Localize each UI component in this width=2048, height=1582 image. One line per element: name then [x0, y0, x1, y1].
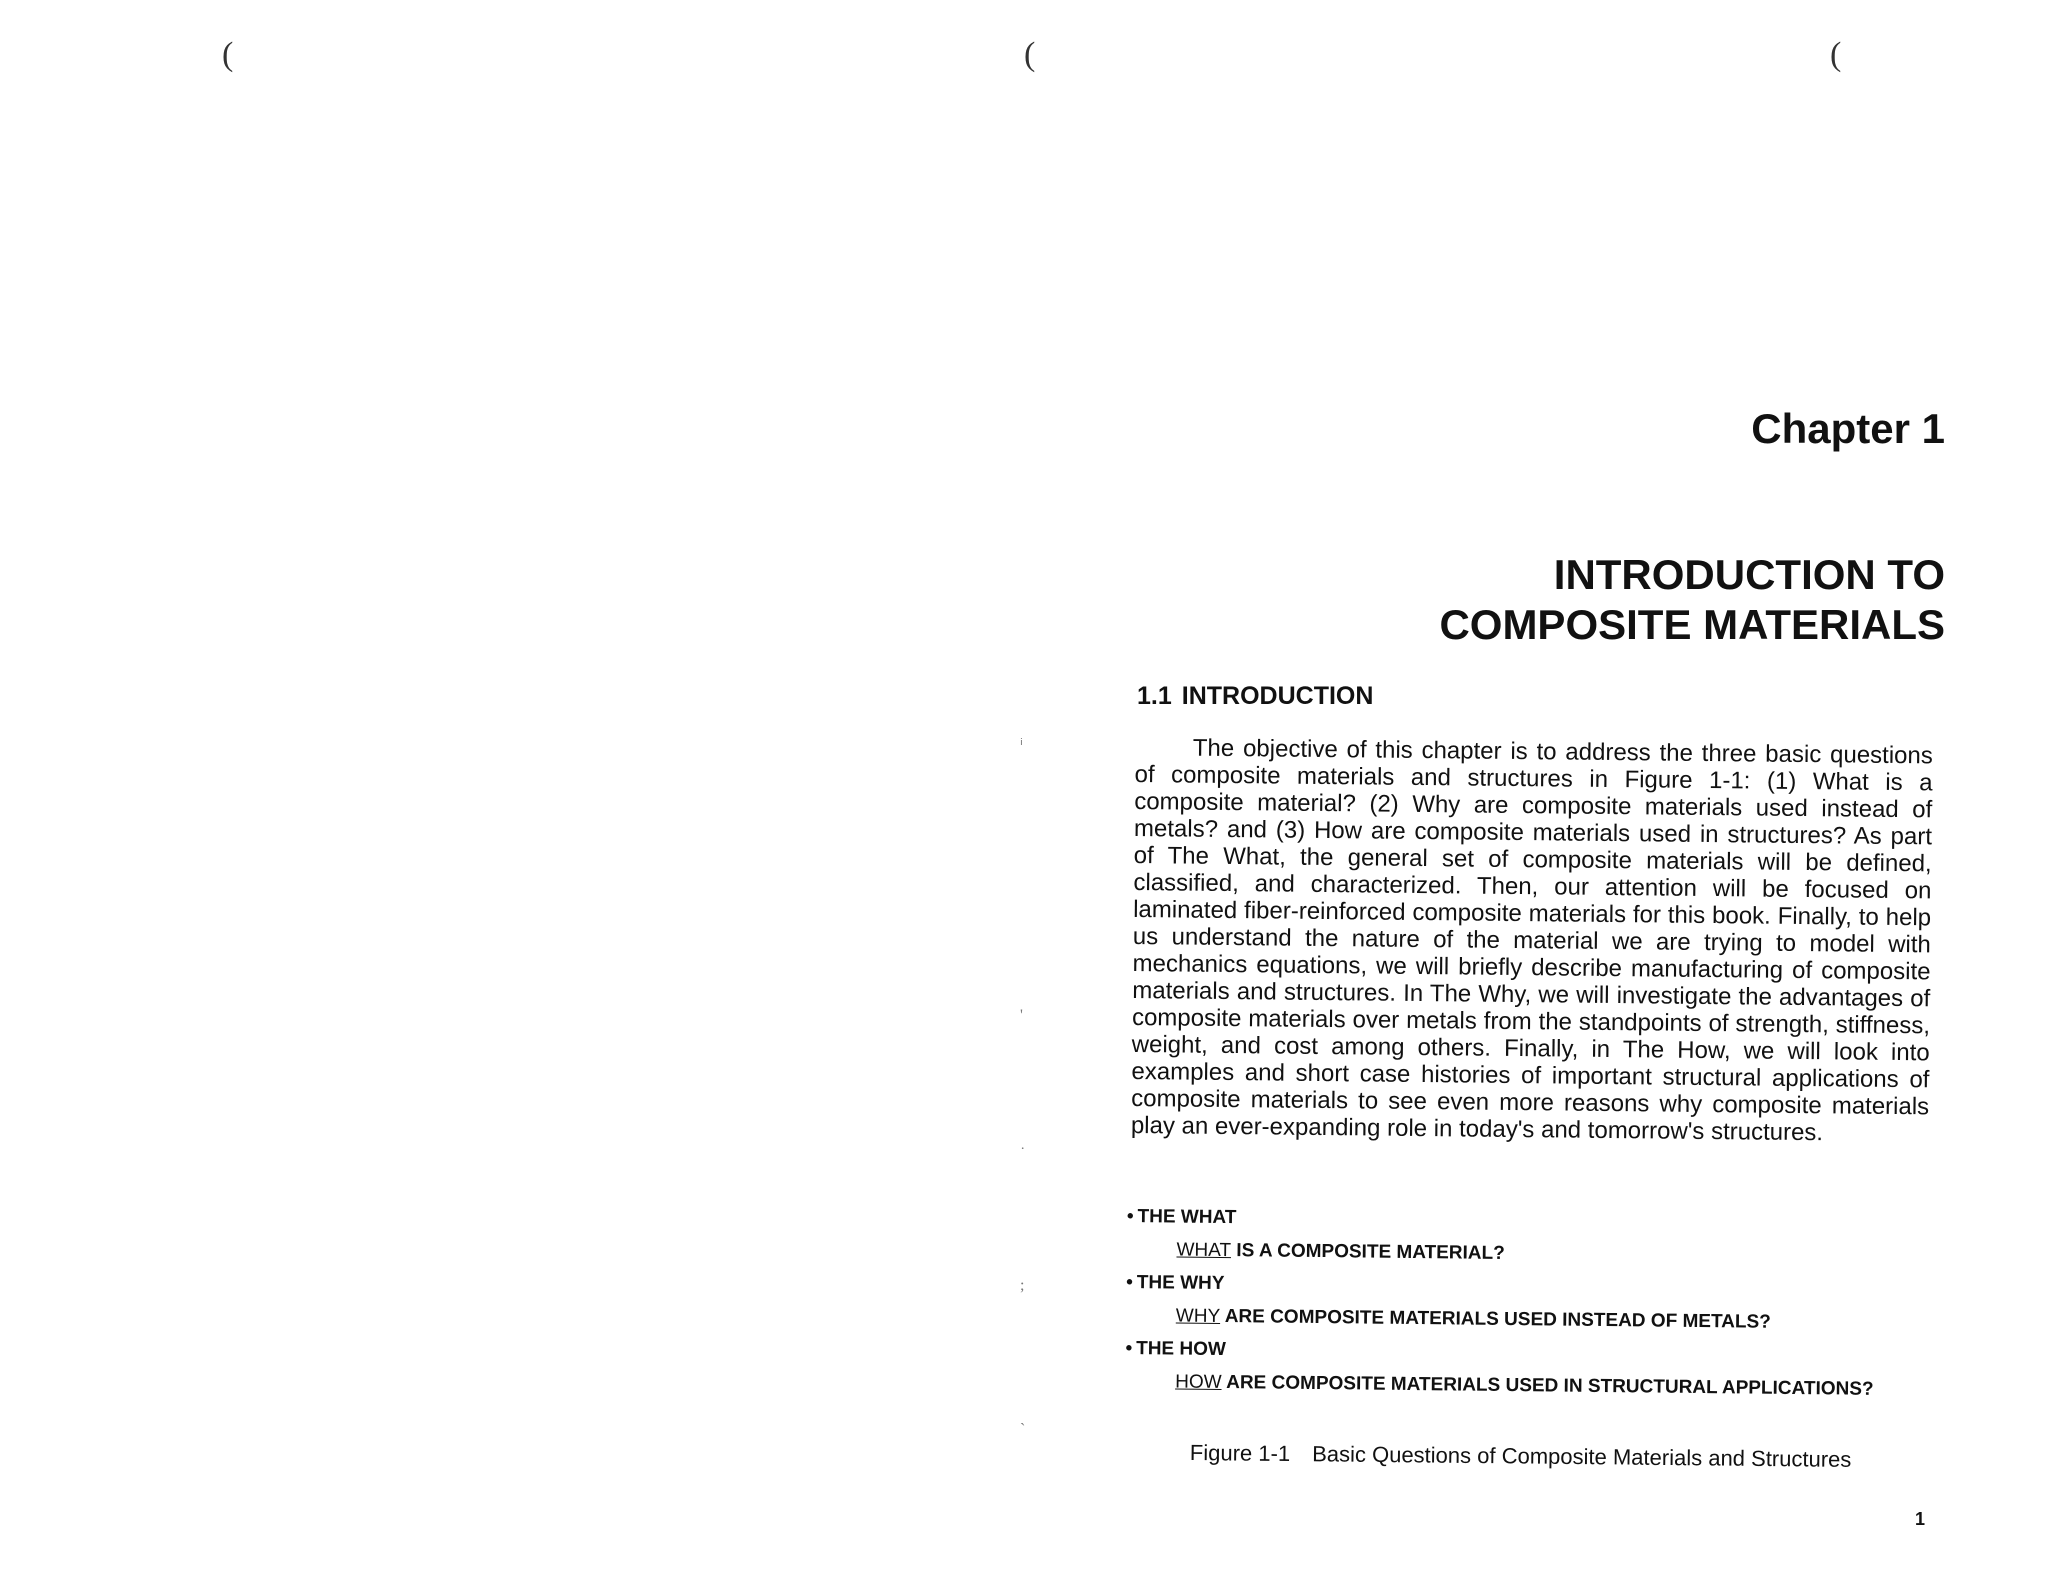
chapter-title-line-1: INTRODUCTION TO — [1553, 551, 1945, 598]
figure-caption — [1190, 1440, 1852, 1473]
question-item-why — [1126, 1272, 1947, 1347]
scan-mark-paren-left: ( — [222, 36, 234, 73]
chapter-title — [1439, 550, 1945, 650]
figure-caption-text: Basic Questions of Composite Materials and Structures — [1312, 1441, 1852, 1472]
question-text: WHY ARE COMPOSITE MATERIALS USED INSTEAD OF METALS? — [1175, 1305, 1771, 1333]
section-number: 1.1 — [1137, 682, 1172, 710]
bullet-icon: • — [1126, 1206, 1134, 1228]
question-item-what — [1126, 1206, 1947, 1281]
scan-mark-paren-center: ( — [1024, 36, 1036, 73]
figure-question-list — [1125, 1206, 1947, 1413]
question-heading: • THE HOW — [1125, 1337, 1226, 1361]
question-text: WHAT IS A COMPOSITE MATERIAL? — [1176, 1239, 1505, 1264]
scan-speck: ˙ — [1020, 1145, 1026, 1162]
page-number: 1 — [1915, 1509, 1926, 1529]
scan-speck: ⁱ — [1020, 737, 1023, 754]
chapter-title-line-2: COMPOSITE MATERIALS — [1439, 601, 1945, 648]
bullet-icon: • — [1126, 1271, 1133, 1294]
chapter-label: Chapter 1 — [1751, 405, 1945, 452]
question-keyword: WHAT — [1176, 1239, 1232, 1262]
section-heading — [1137, 684, 1373, 709]
scan-speck: ' — [1020, 1007, 1023, 1024]
scan-mark-paren-right: ( — [1830, 36, 1842, 73]
question-heading: • THE WHY — [1126, 1271, 1225, 1295]
figure-caption-label: Figure 1-1 — [1189, 1440, 1291, 1467]
bullet-icon: • — [1125, 1337, 1133, 1360]
section-title: INTRODUCTION — [1181, 682, 1374, 710]
scan-speck: ˏ — [1020, 1409, 1026, 1426]
scan-speck: ; — [1020, 1277, 1025, 1294]
question-text: HOW ARE COMPOSITE MATERIALS USED IN STRUCTURAL APPLICATIONS? — [1175, 1371, 1874, 1400]
question-keyword: WHY — [1175, 1305, 1221, 1327]
question-item-how — [1125, 1338, 1946, 1413]
question-heading: • THE WHAT — [1126, 1206, 1237, 1229]
body-paragraph: The objective of this chapter is to address the three basic questions of composite materials and structures in Figure 1-1: (1) What is a composite material? (2) Why are composite materials used instead of metals? and (3) How are composite materials used in structures? As part of The What, the general set of composite materials will be defined, classified, and characterized. Then, our attention will be focused on laminated fiber-reinforced composite materials for this book. Finally, to help us understand the nature of the material we are trying to model with mechanics equations, we will briefly describe manufacturing of composite materials and structures. In The Why, we will investigate the advantages of composite materials over metals from the standpoints of strength, stiffness, weight, and cost among others. Finally, in The How, we will look into examples and short case histories of important structural applications of composite materials to see even more reasons why composite materials play an ever-expanding role in today's and tomorrow's structures. — [1130, 734, 1933, 1147]
question-keyword: HOW — [1175, 1371, 1222, 1393]
